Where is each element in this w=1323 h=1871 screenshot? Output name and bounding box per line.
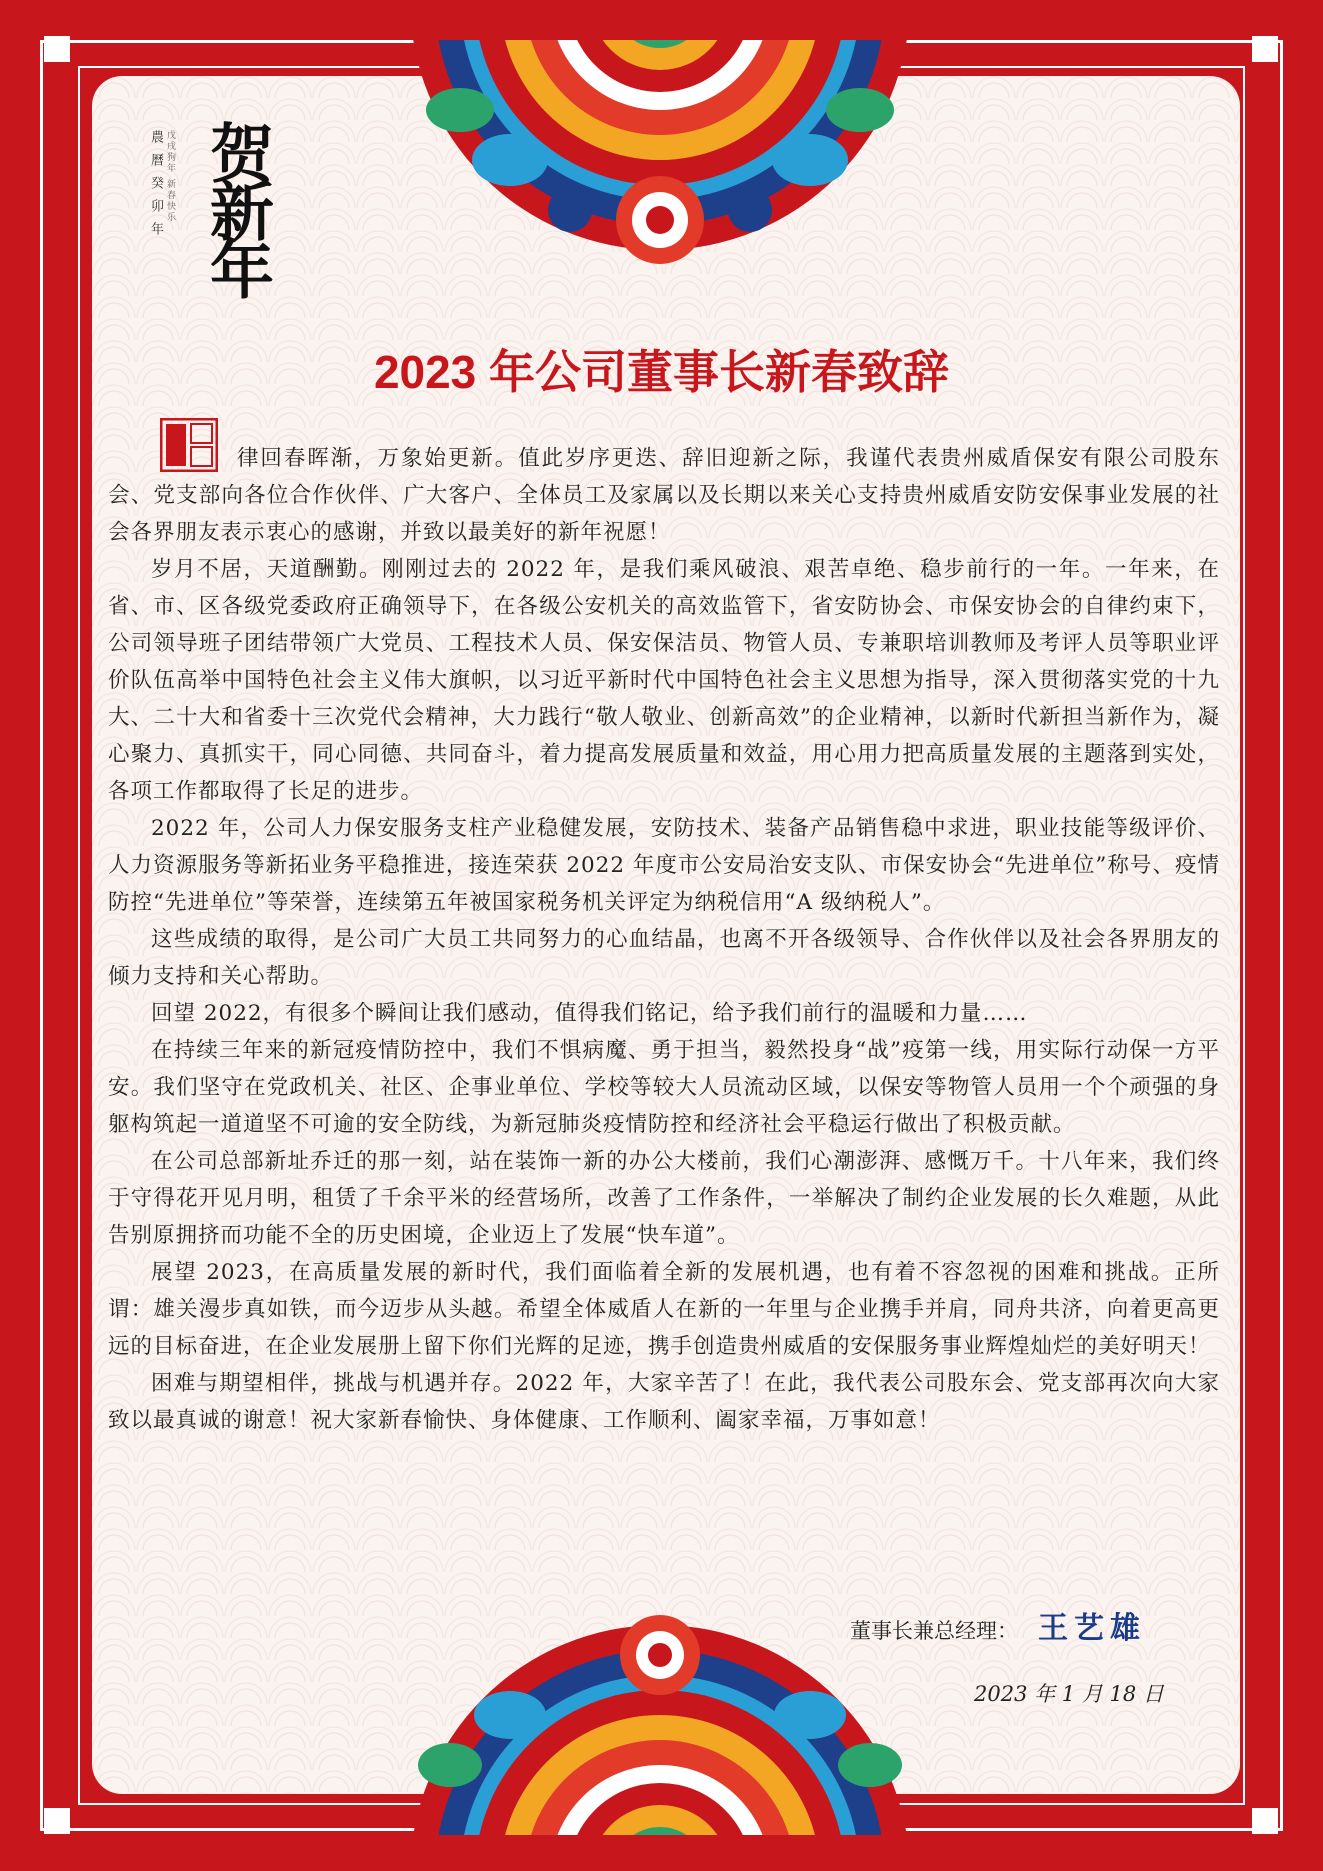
calligraphy-main: 贺新年 <box>199 120 274 294</box>
calligraphy-block <box>170 120 280 460</box>
paragraph: 律回春晖渐，万象始更新。值此岁序更迭、辞旧迎新之际，我谨代表贵州威盾保安有限公司股东会、党支部向各位合作伙伴、广大客户、全体员工及家属以及长期以来关心支持贵州威盾安防安保事业发展的社会各界朋友表示衷心的感谢，并致以最美好的新年祝愿！ <box>108 446 1220 545</box>
corner-square-bl <box>44 1808 70 1834</box>
top-mandala-ornament <box>380 40 940 300</box>
corner-square-tr <box>1252 36 1278 62</box>
speech-body <box>108 440 1220 1439</box>
bottom-mandala-ornament <box>390 1575 930 1835</box>
paragraph: 困难与期望相伴，挑战与机遇并存。2022 年，大家辛苦了！在此，我代表公司股东会、党支部再次向大家致以最真诚的谢意！祝大家新春愉快、身体健康、工作顺利、阖家幸福，万事如意！ <box>108 1371 1220 1433</box>
paragraph: 2022 年，公司人力保安服务支柱产业稳健发展，安防技术、装备产品销售稳中求进，职业技能等级评价、人力资源服务等新拓业务平稳推进，接连荣获 2022 年度市公安局治安支队、市保安协会“先进单位”称号、疫情防控“先进单位”等荣誉，连续第五年被国家税务机关评定为纳税信用“A 级纳税人”。 <box>108 816 1220 915</box>
signature-label: 董事长兼总经理： <box>850 1619 1018 1643</box>
paragraph: 回望 2022，有很多个瞬间让我们感动，值得我们铭记，给予我们前行的温暖和力量…… <box>151 1001 1028 1026</box>
calligraphy-side-text: 農曆癸卯年 <box>148 130 163 245</box>
paragraph: 岁月不居，天道酬勤。刚刚过去的 2022 年，是我们乘风破浪、艰苦卓绝、稳步前行的一年。一年来，在省、市、区各级党委政府正确领导下，在各级公安机关的高效监管下，省安防协会、市保安协会的自律约束下，公司领导班子团结带领广大党员、工程技术人员、保安保洁员、物管人员、专兼职培训教师及考评人员等职业评价队伍高举中国特色社会主义伟大旗帜，以习近平新时代中国特色社会主义思想为指导，深入贯彻落实党的十九大、二十大和省委十三次党代会精神，大力践行“敬人敬业、创新高效”的企业精神，以新时代新担当新作为，凝心聚力、真抓实干，同心同德、共同奋斗，着力提高发展质量和效益，用心用力把高质量发展的主题落到实处，各项工作都取得了长足的进步。 <box>108 557 1220 804</box>
corner-square-tl <box>44 36 70 62</box>
paragraph: 这些成绩的取得，是公司广大员工共同努力的心血结晶，也离不开各级领导、合作伙伴以及社会各界朋友的倾力支持和关心帮助。 <box>108 927 1220 989</box>
page-title: 2023 年公司董事长新春致辞 <box>373 346 950 398</box>
signature-name: 王艺雄 <box>1038 1611 1146 1646</box>
calligraphy-side-text-2: 戊戌狗年 新春快乐 <box>165 130 175 223</box>
signature-block <box>850 1603 1210 1647</box>
paragraph: 在持续三年来的新冠疫情防控中，我们不惧病魔、勇于担当，毅然投身“战”疫第一线，用实际行动保一方平安。我们坚守在党政机关、社区、企事业单位、学校等较大人员流动区域，以保安等物管人员用一个个顽强的身躯构筑起一道道坚不可逾的安全防线，为新冠肺炎疫情防控和经济社会平稳运行做出了积极贡献。 <box>108 1038 1220 1137</box>
paragraph: 展望 2023，在高质量发展的新时代，我们面临着全新的发展机遇，也有着不容忽视的困难和挑战。正所谓：雄关漫步真如铁，而今迈步从头越。希望全体威盾人在新的一年里与企业携手并肩，同舟共济，向着更高更远的目标奋进，在企业发展册上留下你们光辉的足迹，携手创造贵州威盾的安保服务事业辉煌灿烂的美好明天！ <box>108 1260 1220 1359</box>
date: 2023 年 1 月 18 日 <box>974 1682 1164 1706</box>
corner-square-br <box>1252 1808 1278 1834</box>
paragraph: 在公司总部新址乔迁的那一刻，站在装饰一新的办公大楼前，我们心潮澎湃、感慨万千。十八年来，我们终于守得花开见月明，租赁了千余平米的经营场所，改善了工作条件，一举解决了制约企业发展的长久难题，从此告别原拥挤而功能不全的历史困境，企业迈上了发展“快车道”。 <box>108 1149 1220 1248</box>
